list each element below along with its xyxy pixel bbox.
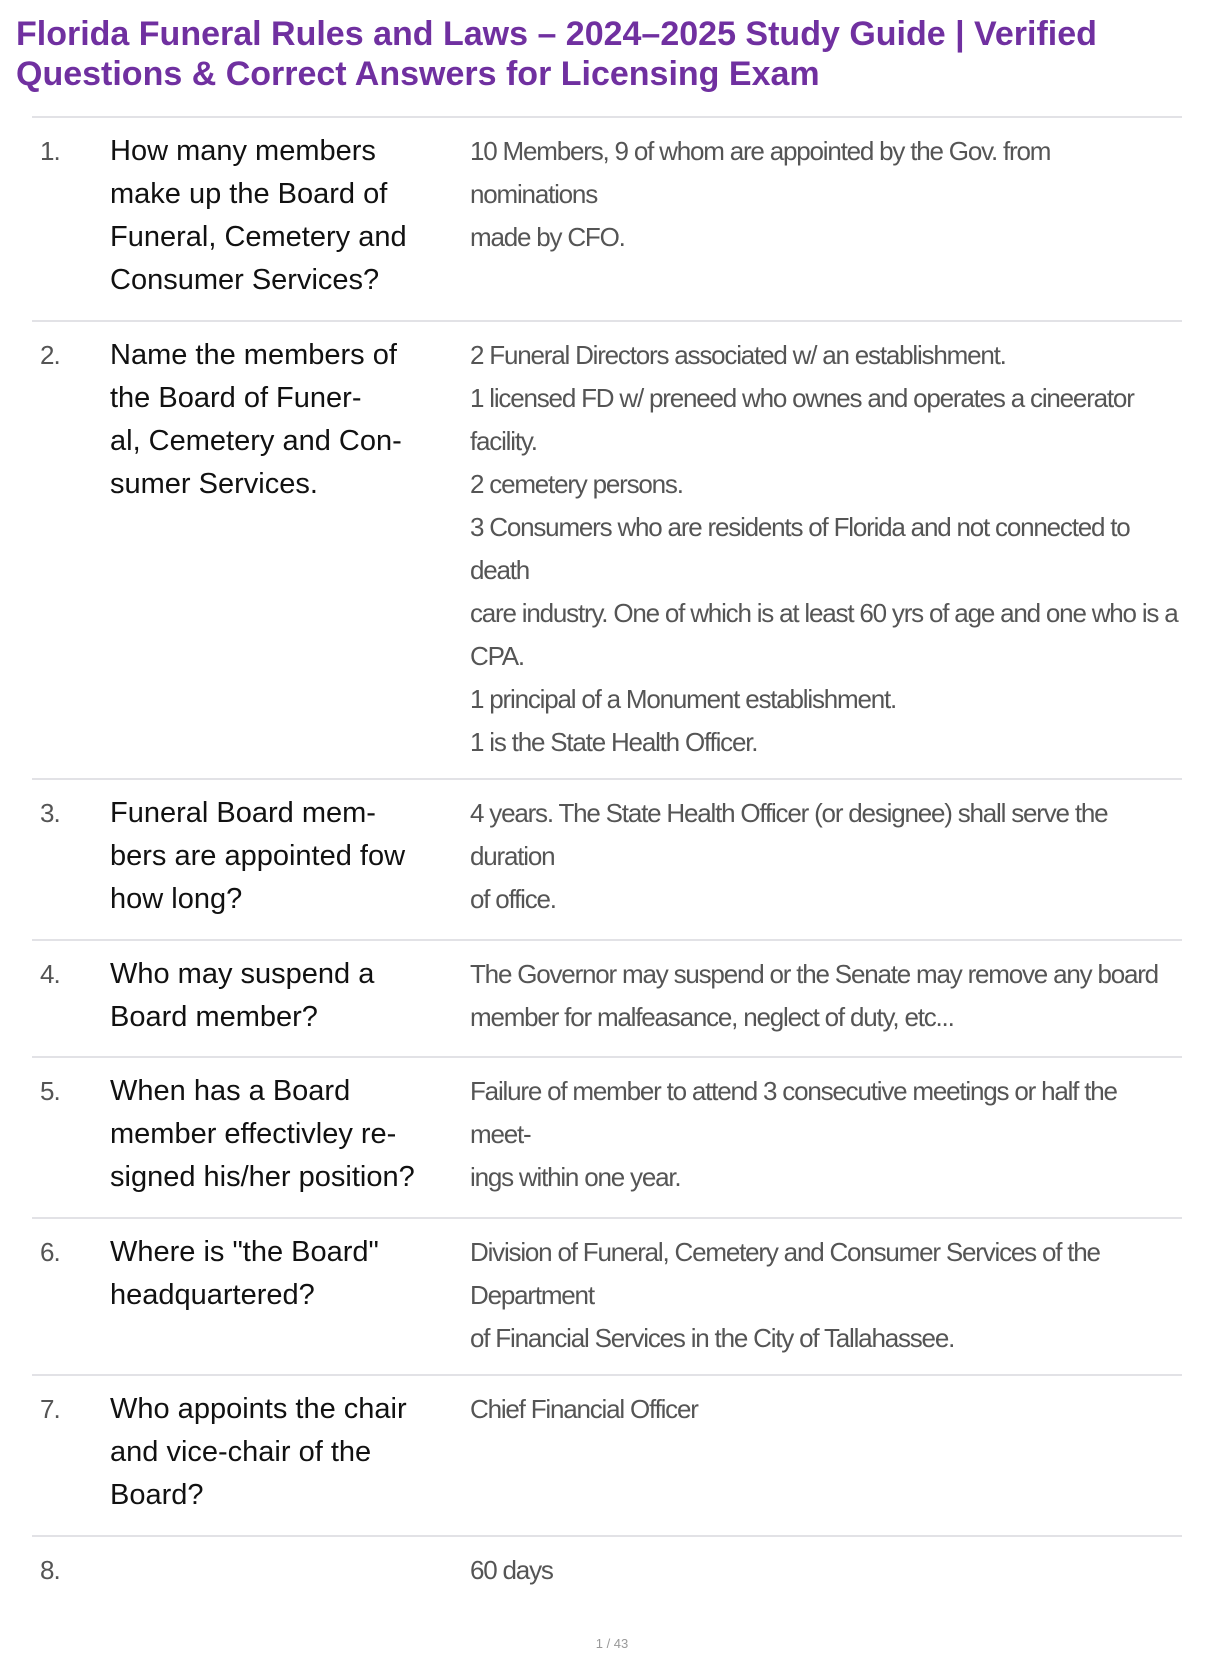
table-row xyxy=(32,939,1182,1056)
table-row xyxy=(32,1374,1182,1535)
question: Who may suspend a Board member? xyxy=(110,958,375,1033)
answer: 2 Funeral Directors associated w/ an establishment. 1 licensed FD w/ preneed who ownes and operates a cineerator facility. 2 cemetery persons. 3 Consumers who are residents of Florida and not connected to death care industry. One of which is at least 60 yrs of age and one who is a CPA. 1 principal of a Monument establishment. 1 is the State Health Officer. xyxy=(470,340,1178,757)
table-row xyxy=(32,1535,1182,1606)
row-number: 2. xyxy=(40,340,60,370)
answer: The Governor may suspend or the Senate may remove any board member for malfeasance, neglect of duty, etc... xyxy=(470,959,1158,1032)
answer: 60 days xyxy=(470,1555,553,1585)
question: When has a Board member effectivley re- signed his/her position? xyxy=(110,1075,415,1193)
table-row xyxy=(32,320,1182,778)
question: Funeral Board mem- bers are appointed fow how long? xyxy=(110,797,406,915)
table-row xyxy=(32,778,1182,939)
row-number: 8. xyxy=(40,1555,60,1585)
page-number: 1 / 43 xyxy=(595,1636,629,1651)
row-number: 5. xyxy=(40,1076,60,1106)
row-number: 6. xyxy=(40,1237,60,1267)
table-row xyxy=(32,1056,1182,1217)
table-row xyxy=(32,116,1182,320)
document-title: Florida Funeral Rules and Laws – 2024–2025 Study Guide | Verified Questions & Correct Answers for Licensing Exam xyxy=(16,15,1097,93)
question: Who appoints the chair and vice-chair of the Board? xyxy=(110,1393,407,1511)
row-number: 1. xyxy=(40,136,60,166)
answer: Chief Financial Officer xyxy=(470,1394,698,1424)
table-row xyxy=(32,1217,1182,1374)
answer: 10 Members, 9 of whom are appointed by the Gov. from nominations made by CFO. xyxy=(470,136,1051,252)
answer: 4 years. The State Health Officer (or designee) shall serve the duration of office. xyxy=(470,798,1108,914)
answer: Failure of member to attend 3 consecutive meetings or half the meet- ings within one year. xyxy=(470,1076,1117,1192)
row-number: 3. xyxy=(40,798,60,828)
row-number: 4. xyxy=(40,959,60,989)
qa-table xyxy=(32,116,1182,1606)
question: Where is "the Board" headquartered? xyxy=(110,1236,379,1311)
question: Name the members of the Board of Funer- al, Cemetery and Con- sumer Services. xyxy=(110,339,402,500)
question: How many members make up the Board of Funeral, Cemetery and Consumer Services? xyxy=(110,135,407,296)
row-number: 7. xyxy=(40,1394,60,1424)
answer: Division of Funeral, Cemetery and Consumer Services of the Department of Financial Services in the City of Tallahassee. xyxy=(470,1237,1100,1353)
